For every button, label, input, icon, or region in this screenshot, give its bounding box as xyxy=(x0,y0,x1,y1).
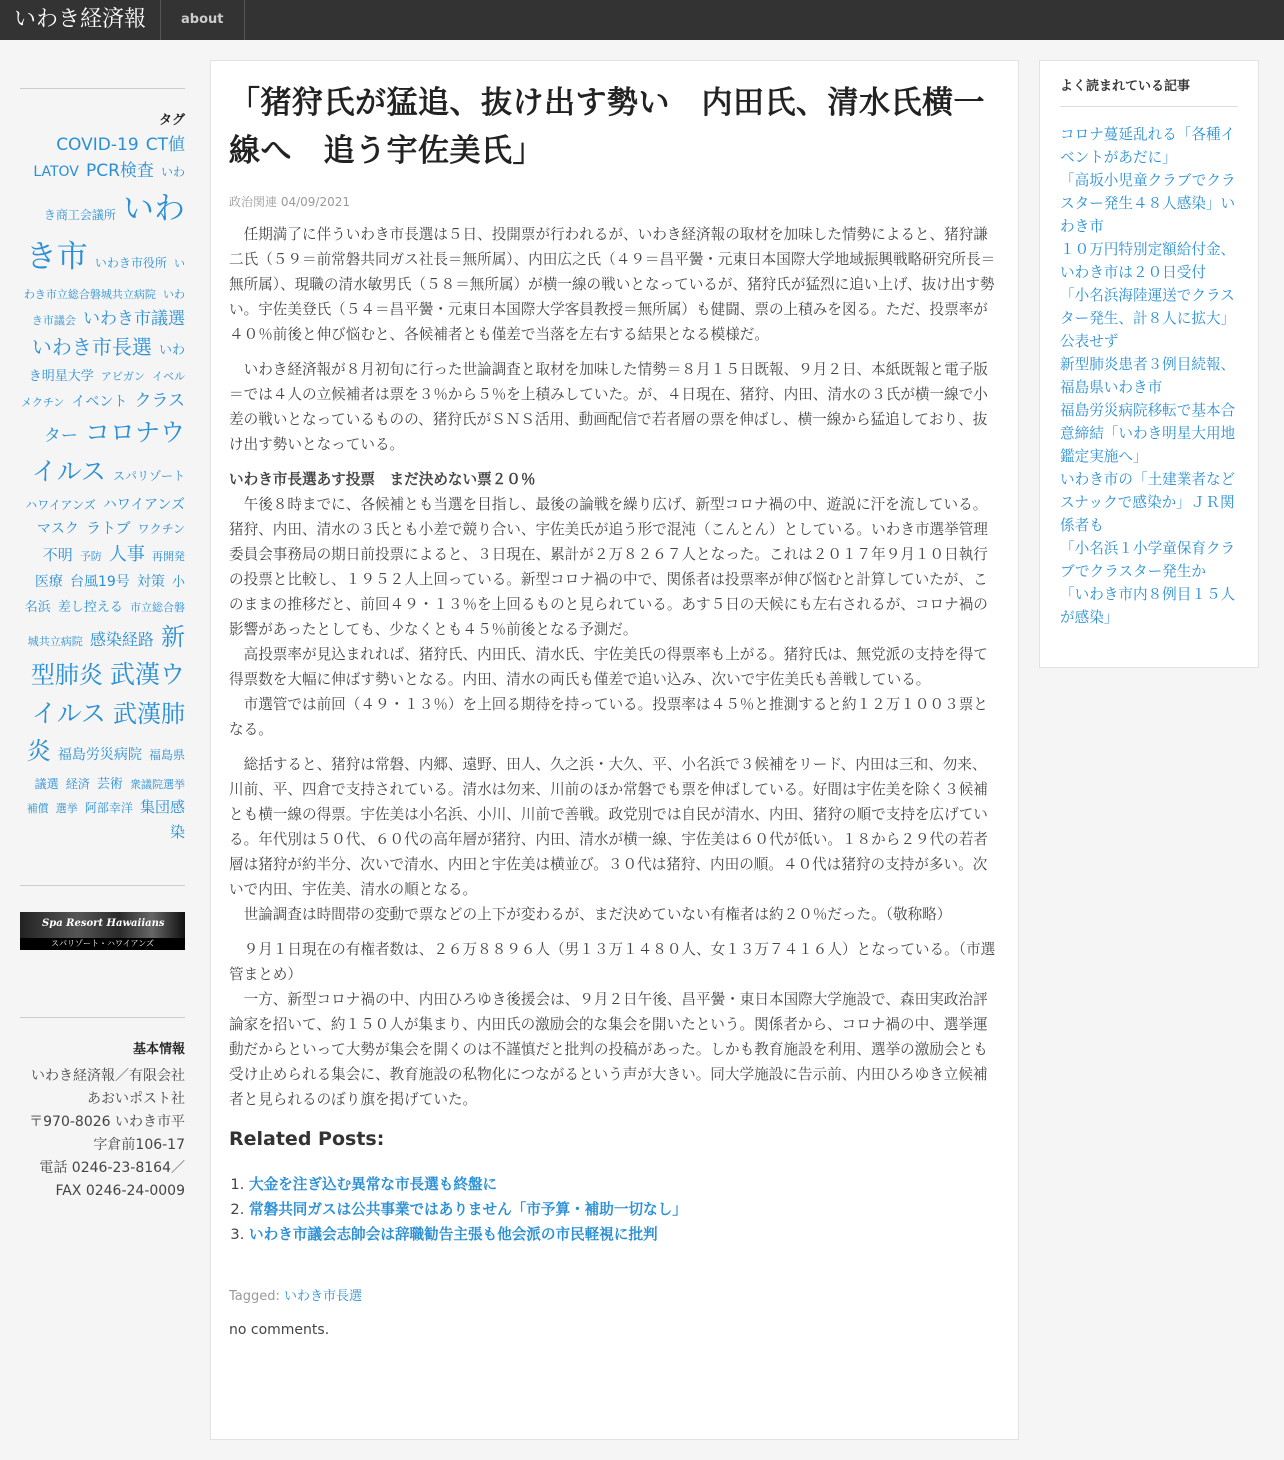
article-subheading: いわき市長選あす投票 まだ決めない票２０％ xyxy=(229,471,536,488)
article-paragraph: 一方、新型コロナ禍の中、内田ひろゆき後援会は、９月２日午後、昌平黌・東日本国際大学施設で、森田実政治評論家を招いて、約１５０人が集まり、内田氏の激励会的な集会を開いたという。関係者から、コロナ禍の中、選挙運動だからといって大勢が集会を開くのは不謹慎だと批判の投稿があった。しかも教育施設を利用、選挙の激励会とも受け止められる集会に、教育施設の私物化につながるという声が大きい。同大学施設に告示前、内田ひろゆき立候補者と見られるのぼり旗を掲げていた。 xyxy=(229,991,988,1108)
tagged-label: Tagged: xyxy=(229,1289,280,1304)
info-block xyxy=(20,1065,185,1203)
tag-link[interactable]: マスク xyxy=(36,521,79,538)
tag-link[interactable]: PCR検査 xyxy=(85,161,154,182)
popular-post-link[interactable]: 「小名浜１小学童保育クラブでクラスター発生か xyxy=(1060,540,1236,580)
tag-link[interactable]: いわき市立総合磐城共立病院 xyxy=(23,256,185,301)
tag-link[interactable]: いわき市役所 xyxy=(94,255,167,270)
article-meta xyxy=(229,193,997,210)
tag-link[interactable]: 福島労災病院 xyxy=(57,747,142,764)
article-paragraph: 総括すると、猪狩は常磐、内郷、遠野、田人、久之浜・大久、平、小名浜で３候補をリード、内田は三和、勿来、川前、平、四倉で支持されている。清水は勿来、川前のほか常磐でも票を伸ばしている。好間は宇佐美を除く３候補とも横一線の得票。宇佐美は小名浜、小川、川前で善戦。政党別では自民が清水、内田、猪狩の順で支持を広げている。年代別は５０代、６０代の高年層が猪狩、内田、清水が横一線、宇佐美は６０代が低い。１８から２９代の若者層は猪狩が約半分、次いで清水、内田と宇佐美は横並び。３０代は猪狩、内田の順。４０代は猪狩の支持が多い。次いで内田、宇佐美、清水の順となる。 xyxy=(229,756,988,898)
popular-post-link[interactable]: いわき市の「土建業者などスナックで感染か」ＪＲ関係者も xyxy=(1060,471,1236,534)
popular-post-link[interactable]: １０万円特別定額給付金、いわき市は２０日受付 xyxy=(1060,241,1236,281)
article-paragraph: いわき経済報が８月初旬に行った世論調査と取材を加味した情勢＝８月１５日既報、９月２日、本紙既報と電子版＝では４人の立候補者は票を３％から５％を上積みしていた。が、４日現在、猪狩、内田、清水の３氏が横一線で小差の戦いとなっているものの、猪狩氏がＳＮＳ活用、動画配信で若者層の票を伸ばし、横一線から猛追しており、抜け出す勢いとなっている。 xyxy=(229,361,988,453)
tag-link[interactable]: いわき商工会議所 xyxy=(43,165,185,222)
tag-link[interactable]: 武漢ウイルス xyxy=(31,659,185,728)
tag-link[interactable]: 補償 xyxy=(26,802,49,816)
banner-title: Spa Resort Hawaiians xyxy=(42,917,165,929)
tags-heading: タグ xyxy=(158,113,185,128)
tag-link[interactable]: 対策 xyxy=(136,574,165,591)
tag-link[interactable]: いわき市議選 xyxy=(83,308,185,329)
article-paragraph: 任期満了に伴ういわき市長選は５日、投開票が行われるが、いわき経済報の取材を加味した情勢によると、猪狩謙二氏（５９＝前常磐共同ガス社長＝無所属）、内田広之氏（４９＝昌平黌・元東日本国際大学地域振興戦略研究所長＝無所属）、現職の清水敏男氏（５８＝無所属）が横一線の戦いとなっているが、猪狩氏が猛烈に追い上げ、抜け出す勢い。宇佐美登氏（５４＝昌平黌・元東日本国際大学客員教授＝無所属）も健闘、票の上積みを図る。ただ、投票率が４０％前後と伸び悩むと、各候補者とも僅差で当落を左右する結果となる模様だ。 xyxy=(229,226,996,343)
top-navbar xyxy=(0,0,1284,40)
category-link[interactable]: 政治関連 xyxy=(229,195,278,209)
tag-link[interactable]: 小名浜 xyxy=(24,575,185,615)
tagged-line xyxy=(229,1285,997,1304)
tag-link[interactable]: 選挙 xyxy=(55,802,78,816)
tag-cloud xyxy=(20,132,185,845)
related-post-link[interactable]: 常磐共同ガスは公共事業ではありません「市予算・補助一切なし」 xyxy=(249,1201,687,1218)
related-post-item xyxy=(249,1197,997,1222)
comments-count: no comments. xyxy=(229,1322,330,1338)
tag-link[interactable]: スパリゾートハワイアンズ xyxy=(25,468,185,512)
info-widget xyxy=(20,1017,185,1203)
info-heading: 基本情報 xyxy=(132,1041,185,1057)
tag-link[interactable]: 差し控える xyxy=(57,599,123,615)
related-post-link[interactable]: 大金を注ぎ込む異常な市長選も終盤に xyxy=(249,1176,498,1193)
tag-link[interactable]: クラスター xyxy=(43,390,185,447)
article-title: 「猪狩氏が猛追、抜け出す勢い 内田氏、清水氏横一線へ 追う宇佐美氏」 xyxy=(229,85,985,169)
popular-post-item xyxy=(1060,399,1238,468)
popular-post-link[interactable]: 福島労災病院移転で基本合意締結「いわき明星大用地鑑定実施へ」 xyxy=(1060,402,1236,465)
tag-link[interactable]: 再開発 xyxy=(152,550,185,564)
tag-link[interactable]: CT値 xyxy=(145,135,185,155)
popular-post-link[interactable]: 「小名浜海陸運送でクラスター発生、計８人に拡大」公表せず xyxy=(1060,287,1236,350)
popular-post-item xyxy=(1060,238,1238,284)
tag-link[interactable]: 経済 xyxy=(65,776,90,791)
tag-link[interactable]: コロナウイルス xyxy=(31,418,185,486)
left-sidebar xyxy=(20,88,185,1203)
article-paragraph: ９月１日現在の有権者数は、２６万８８９６人（男１３万１４８０人、女１３万７４１６人）となっている。（市選管まとめ） xyxy=(229,941,996,983)
related-post-item xyxy=(249,1222,997,1247)
info-line: 電話 0246-23-8164／ xyxy=(39,1159,185,1176)
popular-post-link[interactable]: 「いわき市内８例目１５人が感染」 xyxy=(1060,586,1236,626)
tags-widget xyxy=(20,88,185,845)
tag-link[interactable]: アビガン xyxy=(100,369,145,383)
tag-link[interactable]: ワクチン xyxy=(137,522,185,537)
tag-link[interactable]: 芸術 xyxy=(96,776,123,792)
tag-link[interactable]: 医療 xyxy=(34,574,63,591)
tag-link[interactable]: 新型肺炎 xyxy=(30,622,185,689)
related-post-link[interactable]: いわき市議会志帥会は辞職勧告主張も他会派の市民軽視に批判 xyxy=(249,1226,658,1243)
info-line: FAX 0246-24-0009 xyxy=(55,1182,185,1199)
tag-link[interactable]: ラトブ xyxy=(85,519,131,538)
tag-link[interactable]: イベルメクチン xyxy=(20,369,185,409)
related-posts-list xyxy=(249,1172,997,1247)
tag-link[interactable]: 武漢肺炎 xyxy=(26,699,185,766)
hawaiians-banner[interactable] xyxy=(20,912,185,950)
article-date: 04/09/2021 xyxy=(280,195,351,209)
tag-link[interactable]: 集団感染 xyxy=(139,798,185,842)
article-paragraph: 高投票率が見込まれれば、猪狩氏、内田氏、清水氏、宇佐美氏の得票率も上がる。猪狩氏は、無党派の支持を得て得票数を大幅に伸ばす勢いとなる。内田、清水の両氏も僅差で追い込み、次いで宇佐美氏も善戦している。 xyxy=(229,646,988,688)
info-line: 字倉前106-17 xyxy=(93,1136,185,1153)
popular-post-item xyxy=(1060,353,1238,399)
tag-link[interactable]: ハワイアンズ xyxy=(102,496,185,513)
tag-link[interactable]: 人事 xyxy=(108,544,145,566)
tag-link[interactable]: いわき明星大学 xyxy=(28,342,185,384)
tag-link[interactable]: イベント xyxy=(71,393,128,410)
popular-post-item xyxy=(1060,123,1238,169)
popular-post-item xyxy=(1060,537,1238,583)
tag-link[interactable]: 福島県議選 xyxy=(34,748,185,791)
popular-post-item xyxy=(1060,583,1238,629)
article-card xyxy=(210,60,1019,1440)
banner-subtitle: スパリゾート・ハワイアンズ xyxy=(20,938,185,950)
tag-link[interactable]: 台風19号 xyxy=(69,574,130,591)
site-title-link[interactable]: いわき経済報 xyxy=(0,0,161,40)
tag-link[interactable]: LATOV xyxy=(33,164,79,181)
tag-link[interactable]: 予防 xyxy=(79,550,102,564)
tag-link[interactable]: 不明 xyxy=(42,546,73,565)
tag-link[interactable]: 衆議院選挙 xyxy=(130,777,185,791)
tag-link[interactable]: いわき市議会 xyxy=(31,287,185,327)
popular-posts-heading: よく読まれている記事 xyxy=(1060,75,1238,107)
article-paragraph: 午後８時までに、各候補とも当選を目指し、最後の論戦を繰り広げ、新型コロナ禍の中、遊説に汗を流している。猪狩、内田、清水の３氏とも小差で競り合い、宇佐美氏が追う形で混沌（こんとん）としている。いわき市選挙管理委員会事務局の期日前投票によると、３日現在、累計が２万８２６７人となった。これは２０１７年９月１０日執行の投票と比較し、１９５２人上回っている。新型コロナ禍の中で、関係者は投票率が伸び悩むと計算していたが、このままの推移だと、前回４９・１３％を上回るものと見られている。あす５日の天候にも左右されるが、コロナ禍の影響があったとしても、少なくとも４５％前後となる予測だ。 xyxy=(229,496,988,638)
tag-link[interactable]: いわき市 xyxy=(25,190,185,275)
info-line: あおいポスト社 xyxy=(87,1090,185,1107)
popular-post-link[interactable]: 新型肺炎患者３例目続報、福島県いわき市 xyxy=(1060,356,1236,396)
nav-about-link[interactable]: about xyxy=(161,0,244,40)
popular-post-link[interactable]: コロナ蔓延乱れる「各種イベントがあだに」 xyxy=(1060,126,1236,166)
tag-link[interactable]: COVID-19 xyxy=(56,135,139,155)
tag-link[interactable]: 感染経路 xyxy=(89,629,154,649)
info-line: いわき経済報／有限会社 xyxy=(31,1067,185,1084)
popular-post-item xyxy=(1060,169,1238,238)
tagged-link[interactable]: いわき市長選 xyxy=(284,1289,363,1304)
banner-widget xyxy=(20,885,185,950)
related-posts-heading: Related Posts: xyxy=(229,1128,385,1150)
popular-posts-widget xyxy=(1039,60,1259,668)
popular-post-item xyxy=(1060,468,1238,537)
related-post-item xyxy=(249,1172,997,1197)
tag-link[interactable]: 市立総合磐城共立病院 xyxy=(27,600,185,648)
popular-post-link[interactable]: 「高坂小児童クラブでクラスター発生４８人感染」いわき市 xyxy=(1060,172,1236,235)
popular-post-item xyxy=(1060,284,1238,353)
tag-link[interactable]: 阿部幸洋 xyxy=(84,801,133,816)
article-paragraph: 市選管では前回（４９・１３％）を上回る期待を持っている。投票率は４５％と推測すると約１２万１００３票となる。 xyxy=(229,696,988,738)
tag-link[interactable]: いわき市長選 xyxy=(31,334,152,359)
info-line: 〒970-8026 いわき市平 xyxy=(29,1113,185,1130)
article-paragraph: 世論調査は時間帯の変動で票などの上下が変わるが、まだ決めていない有権者は約２０％だった。（敬称略） xyxy=(229,906,952,923)
popular-posts-list xyxy=(1060,123,1238,629)
